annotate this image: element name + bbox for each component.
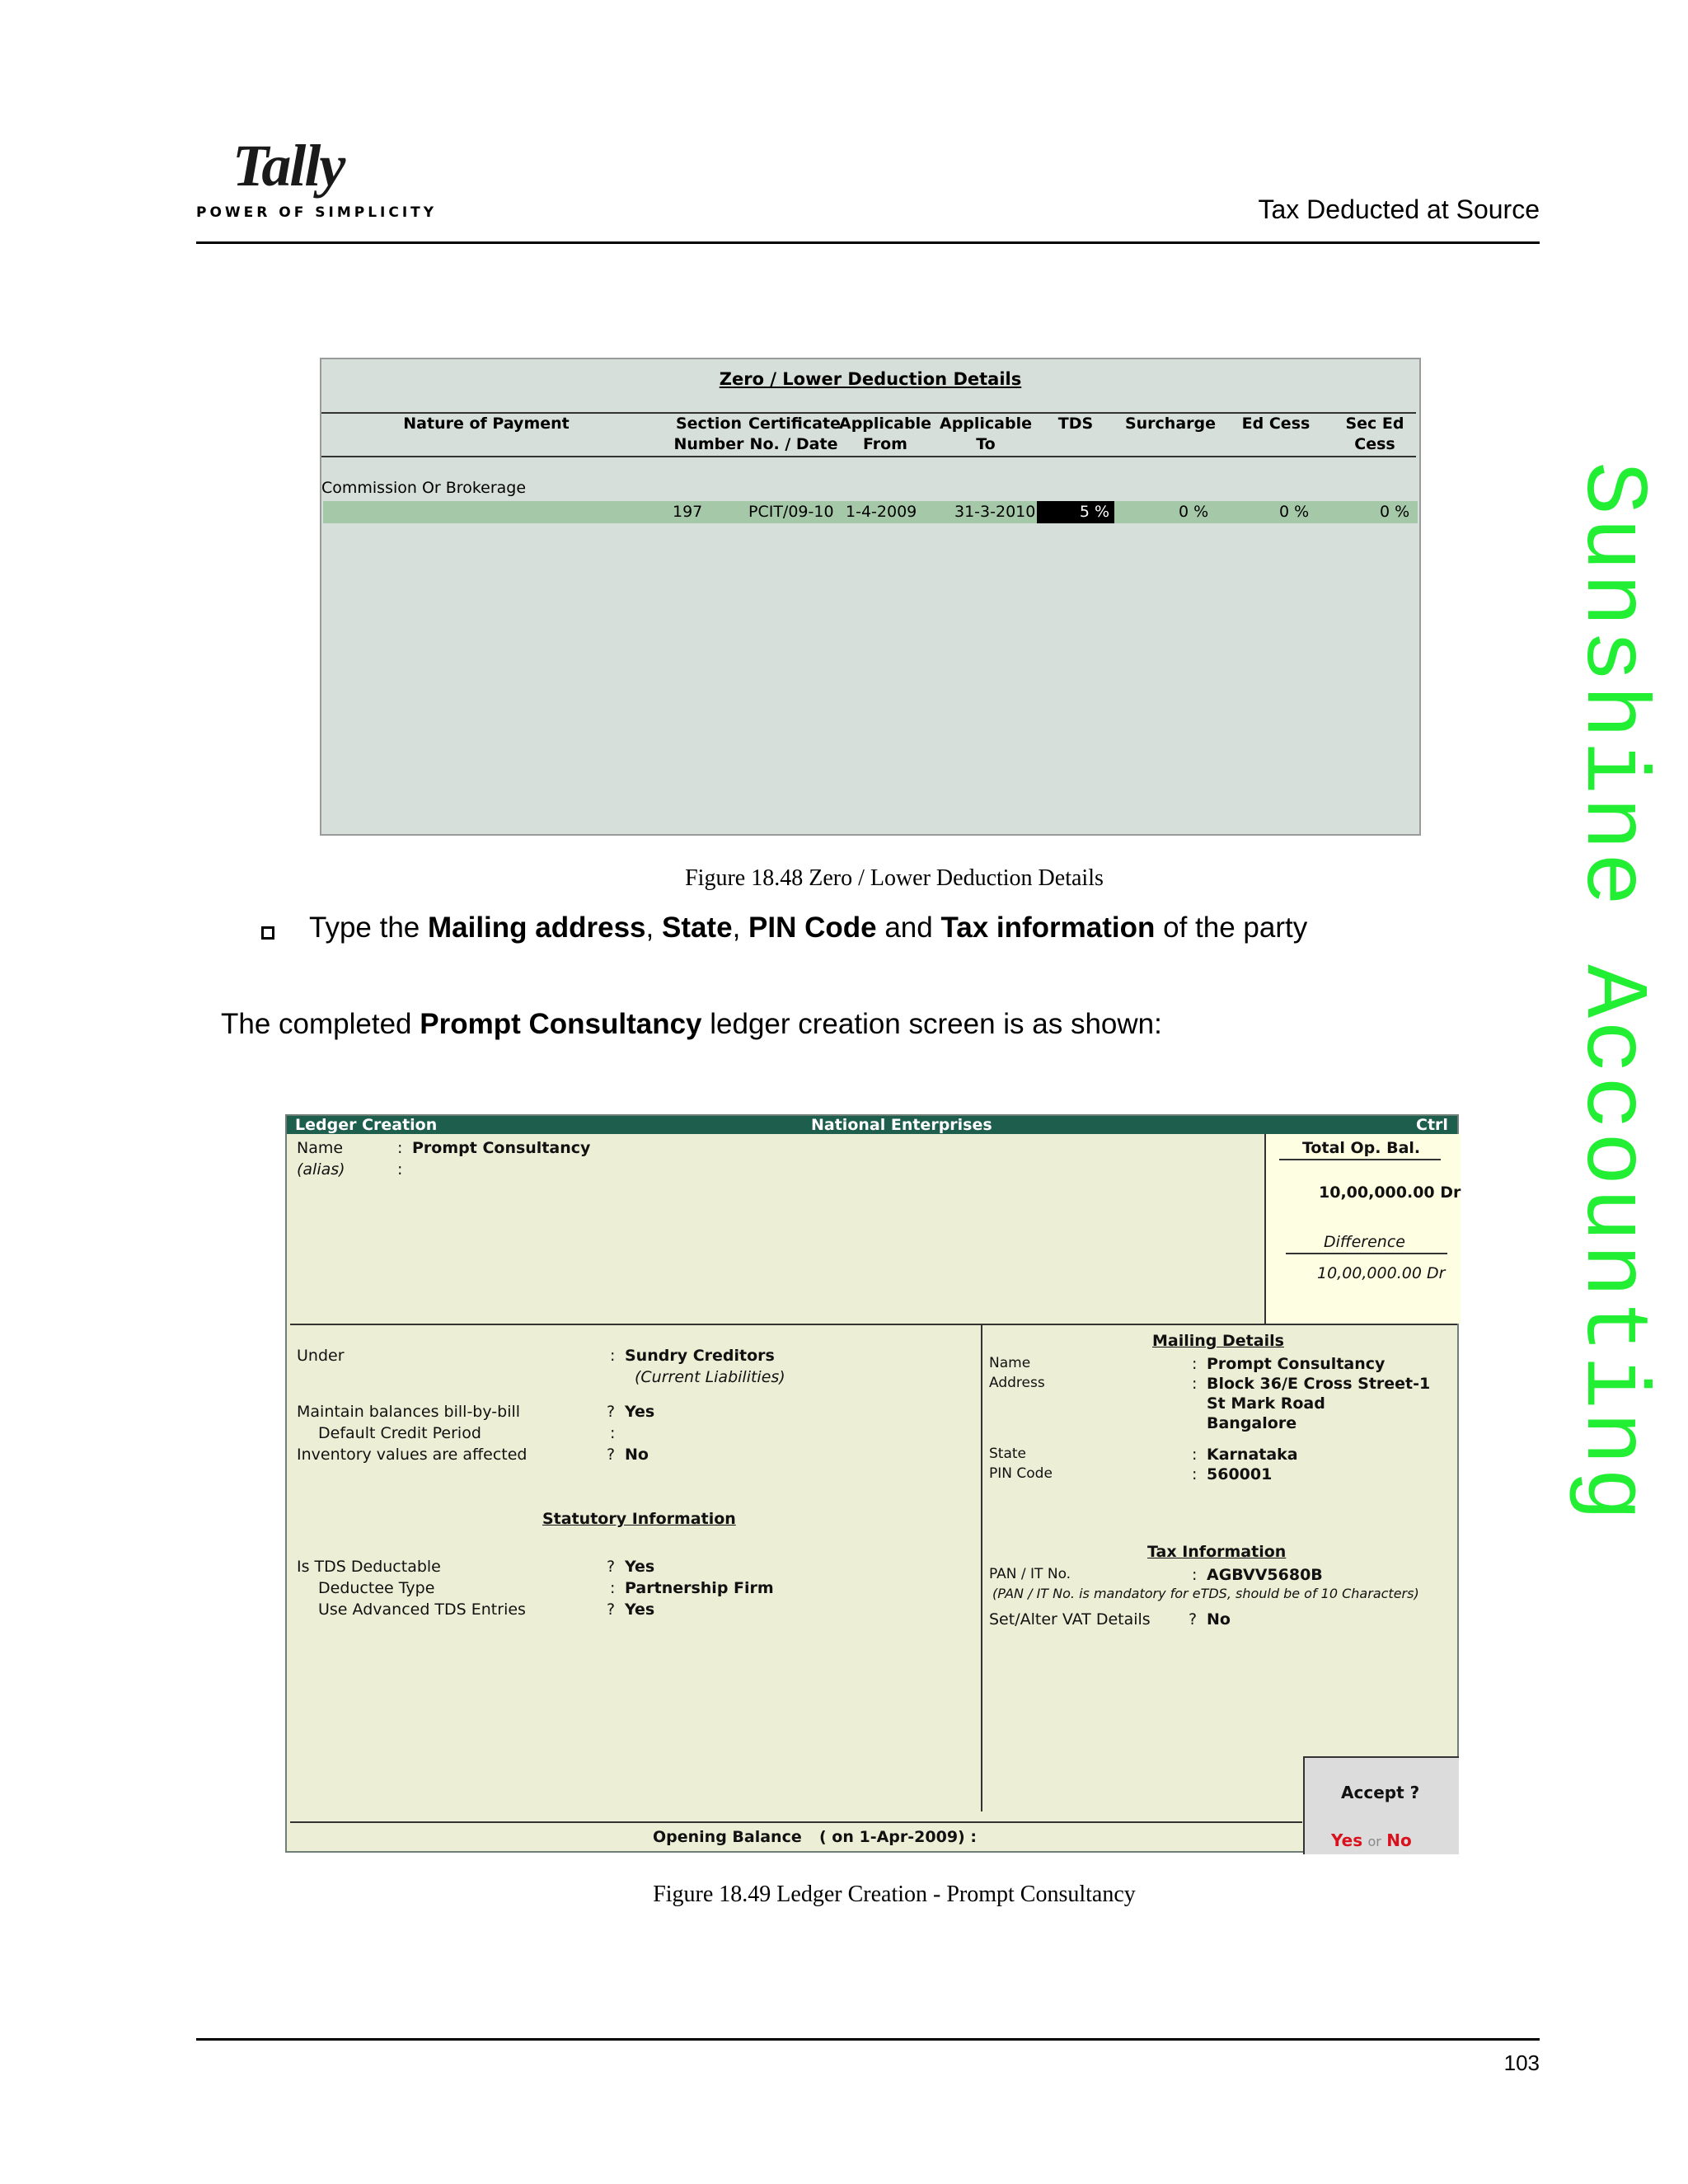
colon: : [610, 1579, 616, 1597]
company-name: National Enterprises [811, 1116, 992, 1134]
colon: : [397, 1160, 403, 1179]
col-nature: Nature of Payment [403, 415, 570, 433]
cell-seced: 0 % [1380, 503, 1410, 521]
advanced-tds-label: Use Advanced TDS Entries [318, 1601, 526, 1619]
bill-by-bill-field[interactable]: Yes [625, 1403, 655, 1421]
header-rule [196, 241, 1540, 244]
watermark-text: Sunshine Accounting [1561, 462, 1662, 1524]
name-field[interactable]: Prompt Consultancy [412, 1139, 591, 1157]
cell-to: 31-3-2010 [954, 503, 1036, 521]
total-op-bal-value: 10,00,000.00 Dr [1319, 1183, 1461, 1202]
question-mark: ? [607, 1558, 616, 1576]
screen-title: Ledger Creation [295, 1116, 438, 1134]
col-from: Applicable From [838, 415, 931, 453]
bullet-text: Type the Mailing address, State, PIN Code and Tax information of the party [309, 912, 1308, 944]
mail-name-field[interactable]: Prompt Consultancy [1207, 1355, 1386, 1373]
divider [1286, 1253, 1447, 1254]
mail-name-label: Name [989, 1355, 1031, 1371]
tds-deductable-field[interactable]: Yes [625, 1558, 655, 1576]
colon: : [1192, 1375, 1198, 1393]
pin-code-label: PIN Code [989, 1465, 1053, 1482]
divider [290, 1821, 1302, 1823]
page-number: 103 [1503, 2050, 1540, 2075]
tds-deductable-label: Is TDS Deductable [297, 1558, 441, 1576]
logo-word: Tally [232, 133, 345, 199]
colon: : [1192, 1566, 1198, 1584]
deductee-type-label: Deductee Type [318, 1579, 435, 1597]
tax-information-title: Tax Information [1147, 1543, 1287, 1561]
under-field[interactable]: Sundry Creditors [625, 1347, 775, 1365]
figure-caption: Figure 18.49 Ledger Creation - Prompt Consultancy [653, 1882, 1136, 1907]
divider [981, 1324, 982, 1811]
col-to: Applicable To [939, 415, 1032, 453]
question-mark: ? [1189, 1610, 1198, 1629]
col-surcharge: Surcharge [1124, 415, 1217, 433]
colon: : [1192, 1355, 1198, 1373]
cell-surcharge: 0 % [1179, 503, 1209, 521]
title-bar [287, 1116, 1457, 1134]
col-section: Section Number [673, 415, 744, 453]
row-label: Commission Or Brokerage [321, 479, 527, 497]
pan-label: PAN / IT No. [989, 1566, 1071, 1582]
colon: : [1192, 1465, 1198, 1483]
footer-rule [196, 2038, 1540, 2041]
under-label: Under [297, 1347, 345, 1365]
credit-period-label: Default Credit Period [318, 1424, 481, 1442]
difference-label: Difference [1324, 1233, 1405, 1251]
alias-label: (alias) [297, 1160, 345, 1179]
address-label: Address [989, 1375, 1045, 1391]
question-mark: ? [607, 1403, 616, 1421]
ledger-creation-screen [285, 1114, 1459, 1853]
col-tds: TDS [1057, 415, 1094, 433]
divider [1279, 1159, 1441, 1160]
cell-certificate: PCIT/09-10 [748, 503, 834, 521]
cell-from: 1-4-2009 [846, 503, 917, 521]
vat-label: Set/Alter VAT Details [989, 1610, 1151, 1629]
accept-no-button[interactable]: No [1386, 1830, 1412, 1850]
screen-title: Zero / Lower Deduction Details [719, 369, 1022, 389]
zero-lower-deduction-screen [320, 358, 1421, 836]
col-seced: Sec Ed Cess [1345, 415, 1404, 453]
address-line-1[interactable]: Block 36/E Cross Street-1 [1207, 1375, 1431, 1393]
logo-tagline: POWER OF SIMPLICITY [196, 204, 438, 221]
col-certificate: Certificate No. / Date [748, 415, 841, 453]
name-label: Name [297, 1139, 344, 1157]
address-line-3[interactable]: Bangalore [1207, 1414, 1297, 1432]
cell-tds-input[interactable]: 5 % [1037, 501, 1114, 523]
body-paragraph: The completed Prompt Consultancy ledger creation screen is as shown: [221, 1008, 1162, 1040]
divider [321, 456, 1416, 457]
address-line-2[interactable]: St Mark Road [1207, 1394, 1325, 1413]
divider [290, 1324, 1457, 1325]
opening-balance-date: ( on 1-Apr-2009) : [819, 1828, 977, 1846]
opening-balance-label: Opening Balance [653, 1828, 802, 1846]
under-group: (Current Liabilities) [635, 1368, 785, 1386]
difference-value: 10,00,000.00 Dr [1317, 1264, 1446, 1282]
pin-code-field[interactable]: 560001 [1207, 1465, 1273, 1483]
question-mark: ? [607, 1446, 616, 1464]
accept-yes-button[interactable]: Yes [1331, 1830, 1363, 1850]
cell-section: 197 [673, 503, 703, 521]
statutory-title: Statutory Information [542, 1510, 736, 1528]
colon: : [1192, 1446, 1198, 1464]
figure-caption: Figure 18.48 Zero / Lower Deduction Details [685, 865, 1104, 891]
pan-note: (PAN / IT No. is mandatory for eTDS, should be of 10 Characters) [992, 1586, 1419, 1601]
cell-edcess: 0 % [1279, 503, 1310, 521]
accept-dialog [1303, 1756, 1459, 1854]
tally-logo [196, 132, 438, 227]
inventory-field[interactable]: No [625, 1446, 649, 1464]
question-mark: ? [607, 1601, 616, 1619]
watermark [1558, 462, 1665, 1747]
accept-or: or [1367, 1834, 1381, 1849]
deductee-type-field[interactable]: Partnership Firm [625, 1579, 774, 1597]
state-field[interactable]: Karnataka [1207, 1446, 1298, 1464]
header-title: Tax Deducted at Source [1258, 194, 1540, 224]
state-label: State [989, 1446, 1026, 1462]
mailing-details-title: Mailing Details [1152, 1332, 1284, 1350]
bill-by-bill-label: Maintain balances bill-by-bill [297, 1403, 521, 1421]
colon: : [610, 1424, 616, 1442]
bullet-icon [261, 926, 274, 940]
inventory-label: Inventory values are affected [297, 1446, 528, 1464]
accept-label: Accept ? [1341, 1783, 1420, 1802]
ctrl-label: Ctrl [1416, 1116, 1448, 1134]
total-op-bal-label: Total Op. Bal. [1302, 1139, 1421, 1157]
vat-field[interactable]: No [1207, 1610, 1231, 1629]
accept-options [1331, 1830, 1412, 1850]
colon: : [610, 1347, 616, 1365]
advanced-tds-field[interactable]: Yes [625, 1601, 655, 1619]
col-edcess: Ed Cess [1241, 415, 1311, 433]
balance-panel [1264, 1134, 1461, 1324]
pan-field[interactable]: AGBVV5680B [1207, 1566, 1323, 1584]
colon: : [397, 1139, 403, 1157]
